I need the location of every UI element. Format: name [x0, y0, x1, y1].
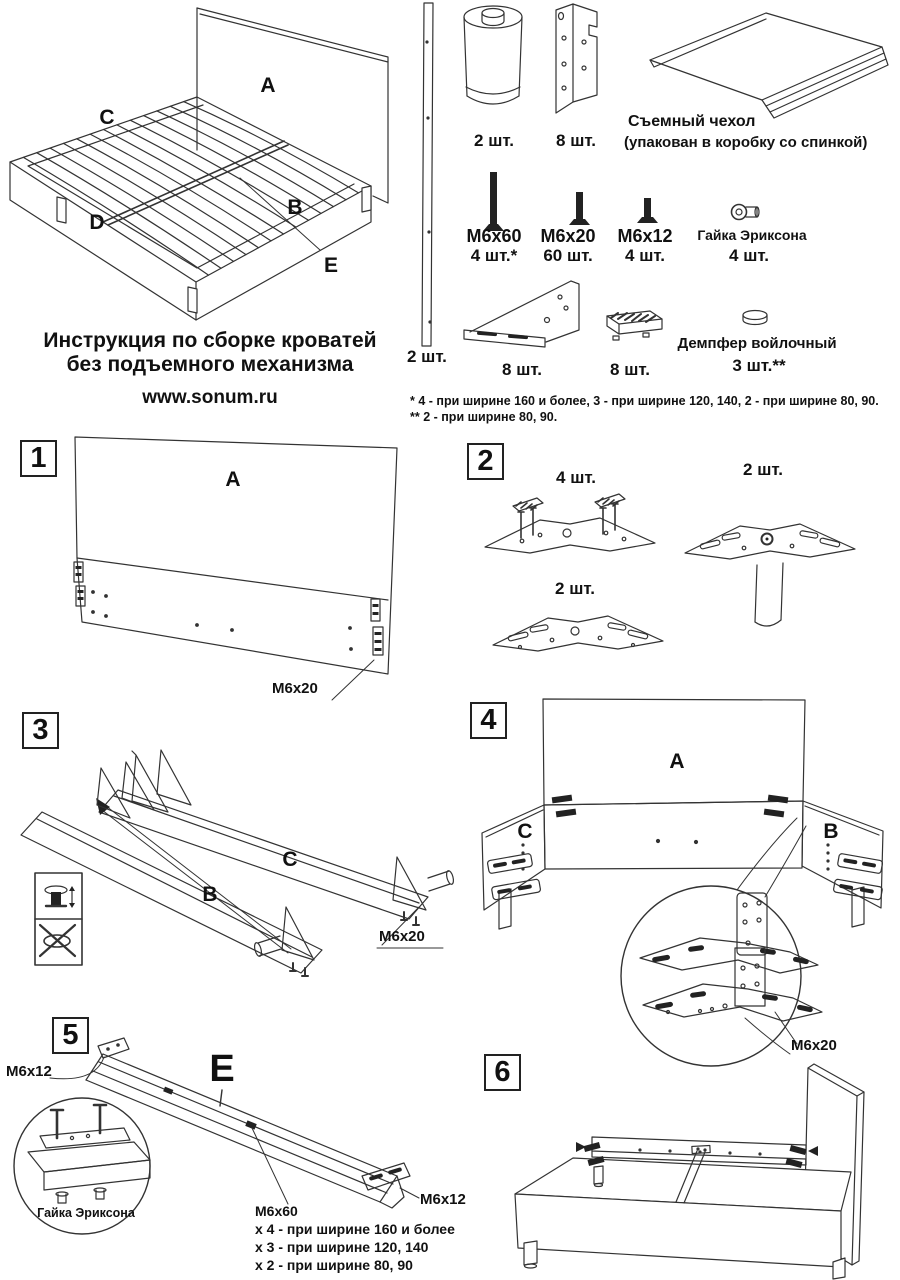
bolt-m6x60-icon — [483, 172, 504, 231]
step4-bolt-label: M6x20 — [791, 1037, 837, 1054]
step1-bolt-label: M6x20 — [272, 680, 318, 697]
step2-number: 2 — [467, 443, 504, 480]
step5-bolt-right-label: M6x12 — [420, 1191, 466, 1208]
bolt-m6x12-icon — [637, 198, 658, 223]
slat-part-drawing — [422, 3, 433, 346]
step4-number: 4 — [470, 702, 507, 739]
step5-bolt-left-label: M6x12 — [6, 1063, 52, 1080]
step3-label-c: C — [282, 848, 298, 871]
erikson-nut-qty: 4 шт. — [729, 246, 769, 265]
cover-note: (упакован в коробку со спинкой) — [624, 134, 868, 151]
step1-label-a: A — [225, 468, 241, 491]
website-url: www.sonum.ru — [142, 387, 278, 408]
bolt-m6x20-icon — [569, 192, 590, 225]
doc-title-line1: Инструкция по сборке кроватей — [43, 329, 377, 352]
bolt-m6x60-qty: 4 шт.* — [470, 246, 518, 265]
bolt-m6x20-label: M6x20 — [540, 226, 596, 246]
block-qty: 8 шт. — [610, 360, 650, 379]
step6-frame-drawing — [515, 1064, 864, 1279]
step5-label-e: E — [209, 1048, 235, 1090]
overview-label-a: A — [260, 74, 276, 97]
overview-label-c: C — [99, 106, 115, 129]
block-part-drawing — [607, 311, 662, 340]
damper-part-icon — [743, 311, 767, 325]
step3-bolt-label: M6x20 — [379, 928, 425, 945]
step2-qty-right: 2 шт. — [743, 460, 783, 479]
step5-option-3: x 2 - при ширине 80, 90 — [255, 1257, 413, 1273]
erikson-nut-icon — [732, 205, 760, 220]
overview-label-b: B — [287, 196, 303, 219]
cover-part-drawing — [650, 13, 888, 118]
step3-number: 3 — [22, 712, 59, 749]
overview-label-e: E — [323, 254, 339, 277]
step5-option-1: x 4 - при ширине 160 и более — [255, 1221, 455, 1237]
crossed-out-icon — [40, 925, 75, 956]
slat-qty: 2 шт. — [407, 347, 447, 366]
leg-qty: 2 шт. — [474, 131, 514, 150]
step2-corner-plates-drawing — [485, 494, 855, 651]
footnote-2: ** 2 - при ширине 80, 90. — [410, 410, 558, 424]
cover-title: Съемный чехол — [628, 113, 756, 130]
bolt-m6x60-label: M6x60 — [466, 226, 522, 246]
step5-m6x60-label: M6x60 — [255, 1203, 298, 1219]
step4-label-a: A — [669, 750, 685, 773]
step5-nut-label: Гайка Эриксона — [37, 1206, 135, 1220]
step4-label-c: C — [517, 820, 533, 843]
step3-label-b: B — [202, 883, 218, 906]
gusset-qty: 8 шт. — [502, 360, 542, 379]
step5-number: 5 — [52, 1017, 89, 1054]
corner-bracket-qty: 8 шт. — [556, 131, 596, 150]
step4-label-b: B — [823, 820, 839, 843]
bolt-m6x12-qty: 4 шт. — [625, 246, 665, 265]
step1-number: 1 — [20, 440, 57, 477]
step6-number: 6 — [484, 1054, 521, 1091]
footnote-1: * 4 - при ширине 160 и более, 3 - при ширине 120, 140, 2 - при ширине 80, 90. — [410, 394, 879, 408]
gusset-part-drawing — [464, 281, 579, 347]
damper-qty: 3 шт.** — [732, 356, 786, 375]
step2-qty-blocks: 4 шт. — [556, 468, 596, 487]
doc-title-line2: без подъемного механизма — [66, 353, 354, 376]
bolt-m6x12-label: M6x12 — [617, 226, 673, 246]
overview-label-d: D — [89, 211, 105, 234]
leg-part-drawing — [464, 6, 522, 104]
bolt-m6x20-qty: 60 шт. — [543, 246, 593, 265]
leg-height-icon — [45, 886, 75, 908]
erikson-nut-label: Гайка Эриксона — [697, 227, 807, 243]
damper-label: Демпфер войлочный — [677, 335, 837, 352]
step5-option-2: x 3 - при ширине 120, 140 — [255, 1239, 429, 1255]
corner-bracket-part-drawing — [556, 4, 597, 113]
step2-qty-bottom: 2 шт. — [555, 579, 595, 598]
erikson-nut-small-icon — [56, 1188, 106, 1203]
